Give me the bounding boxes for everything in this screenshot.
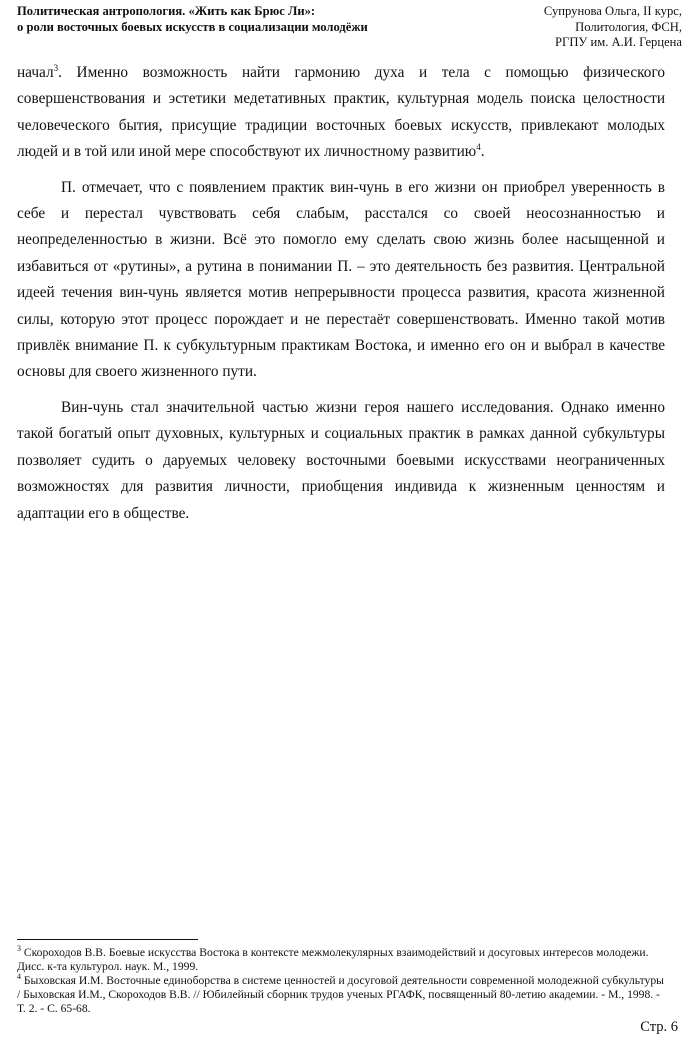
header-title-line-1: Политическая антропология. «Жить как Брюс Ли»: <box>17 4 316 18</box>
footnote-text: Быховская И.М. Восточные единоборства в системе ценностей и досуговой деятельности современной молодежной субкультуры / Быховская И.М., Скороходов В.В. // Юбилейный сборник трудов ученых РГАФК, посвященный 80-летию академии. - М., 1998. - Т. 2. - С. 65-68. <box>17 974 664 1015</box>
footnote-reference[interactable]: 4 <box>476 142 481 153</box>
page-number: Стр. 6 <box>640 1019 678 1035</box>
footnote-number: 3 <box>17 944 21 954</box>
body-text <box>17 60 665 527</box>
paragraph-text: . <box>480 143 485 161</box>
footnote-reference[interactable]: 3 <box>53 62 59 73</box>
footnotes <box>17 946 667 1016</box>
footnote-number: 4 <box>17 972 21 982</box>
header-author-line-3: РГПУ им. А.И. Герцена <box>555 35 682 49</box>
header-author-line-2: Политология, ФСН, <box>575 19 682 34</box>
header-author-line-1: Супрунова Ольга, II курс, <box>543 4 682 18</box>
footnote <box>17 946 667 974</box>
footnote-text: Скороходов В.В. Боевые искусства Востока в контексте межмолекулярных взаимодействий и досуговых интересов молодежи. Дисс. к-та культурол. наук. М., 1999. <box>17 946 649 973</box>
footnote <box>17 974 667 1016</box>
header-title-line-2: о роли восточных боевых искусств в социализации молодёжи <box>17 19 368 34</box>
paragraph-text: начал <box>17 64 54 81</box>
paragraph: Вин-чунь стал значительной частью жизни героя нашего исследования. Однако именно такой богатый опыт духовных, культурных и социальных практик в рамках данной субкультуры позволяет судить о даруемых человеку восточными боевыми искусствами неограниченных возможностях для развития личности, приобщения индивида к жизненным ценностям и адаптации его в обществе. <box>17 398 665 522</box>
paragraph-text: . Именно возможность найти гармонию духа и тела с помощью физического совершенствования и эстетики медетативных практик, культурная модель поиска целостности человеческого бытия, присущие традиции восточных боевых искусств, привлекают молодых людей и в той или иной мере способствуют их личностному развитию <box>17 64 665 161</box>
running-header-author <box>462 4 682 51</box>
running-header-title <box>17 4 487 35</box>
paragraph-continuation <box>17 60 665 166</box>
paragraph: П. отмечает, что с появлением практик вин-чунь в его жизни он приобрел уверенность в себе и перестал чувствовать себя слабым, расстался со своей неосознанностью и неопределенностью в жизни. Всё это помогло ему сделать свою жизнь более насыщенной и избавиться от «рутины», а рутина в понимании П. – это деятельность без развития. Центральной идеей течения вин-чунь является мотив непрерывности процесса развития, красота жизненной силы, которую этот процесс порождает и не перестаёт совершенствовать. Именно такой мотив привлёк внимание П. к субкультурным практикам Востока, и именно его он и выбрал в качестве основы для своего жизненного пути. <box>17 178 665 381</box>
footnote-separator <box>17 939 198 940</box>
